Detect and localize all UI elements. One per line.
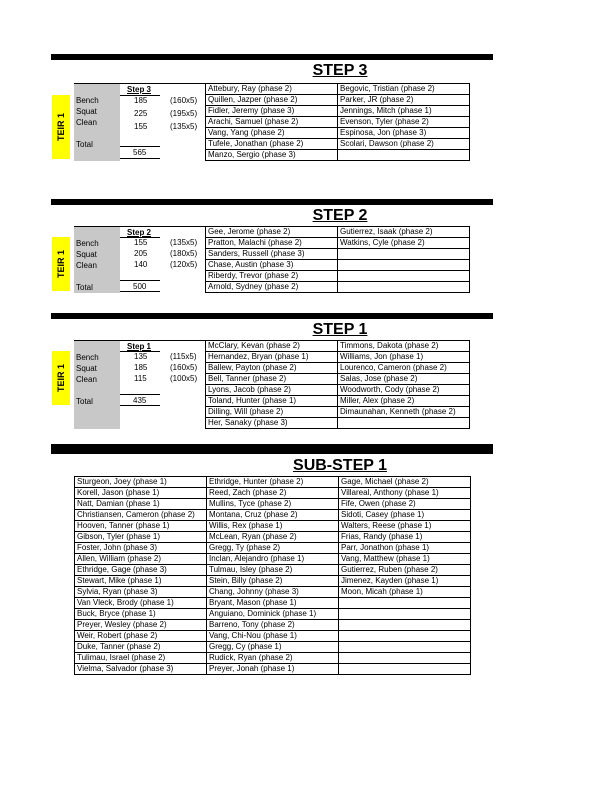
roster-cell: Timmons, Dakota (phase 2) — [338, 341, 470, 352]
bench-value: 155 — [134, 238, 148, 247]
roster-cell: Hooven, Tanner (phase 1) — [75, 521, 207, 532]
section-divider — [51, 54, 493, 60]
roster-cell: Pratton, Malachi (phase 2) — [206, 238, 338, 249]
roster-cell: Vang, Chi-Nou (phase 1) — [207, 631, 339, 642]
table-row — [206, 95, 470, 106]
roster-cell: Manzo, Sergio (phase 3) — [206, 150, 338, 161]
label-clean: Clean — [74, 117, 120, 128]
roster-cell: Jimenez, Kayden (phase 1) — [339, 576, 471, 587]
table-row — [75, 664, 471, 675]
bench-reps: (135x5) — [170, 238, 198, 247]
tier-badge — [52, 351, 70, 405]
label-bench: Bench — [74, 238, 120, 249]
tier-label: TEIR 1 — [56, 112, 67, 142]
roster-cell: Inclan, Alejandro (phase 1) — [207, 554, 339, 565]
roster-cell: Watkins, Cyle (phase 2) — [338, 238, 470, 249]
roster-cell — [339, 620, 471, 631]
table-row — [206, 238, 470, 249]
label-total: Total — [74, 282, 120, 293]
total-value: 435 — [133, 396, 147, 405]
roster-cell — [339, 598, 471, 609]
roster-cell: Ballew, Payton (phase 2) — [206, 363, 338, 374]
label-squat: Squat — [74, 363, 120, 374]
roster-cell — [339, 609, 471, 620]
roster-cell: Gibson, Tyler (phase 1) — [75, 532, 207, 543]
roster-cell — [339, 664, 471, 675]
table-row — [206, 84, 470, 95]
roster-cell: Arachi, Samuel (phase 2) — [206, 117, 338, 128]
roster-cell: Gutierrez, Isaak (phase 2) — [338, 227, 470, 238]
roster-cell — [339, 642, 471, 653]
roster-cell — [339, 631, 471, 642]
roster-cell: Woodworth, Cody (phase 2) — [338, 385, 470, 396]
step2-title: STEP 2 — [312, 207, 368, 224]
roster-cell: Walters, Reese (phase 1) — [339, 521, 471, 532]
roster-cell: Tufele, Jonathan (phase 2) — [206, 139, 338, 150]
roster-cell: Tulimau, Israel (phase 2) — [75, 653, 207, 664]
roster-cell: Miller, Alex (phase 2) — [338, 396, 470, 407]
roster-cell: Parr, Jonathon (phase 1) — [339, 543, 471, 554]
table-row — [75, 587, 471, 598]
table-row — [75, 653, 471, 664]
roster-cell: Korell, Jason (phase 1) — [75, 488, 207, 499]
roster-cell — [338, 418, 470, 429]
roster-cell: Rudick, Ryan (phase 2) — [207, 653, 339, 664]
table-row — [75, 642, 471, 653]
roster-cell: Natt, Damian (phase 1) — [75, 499, 207, 510]
lift-label-column — [74, 84, 120, 161]
roster-cell: Vang, Matthew (phase 1) — [339, 554, 471, 565]
table-row — [206, 352, 470, 363]
table-row — [75, 488, 471, 499]
substep1-roster-table — [74, 476, 471, 675]
label-total: Total — [74, 396, 120, 407]
roster-cell: Hernandez, Bryan (phase 1) — [206, 352, 338, 363]
roster-cell: Sanders, Russell (phase 3) — [206, 249, 338, 260]
squat-reps: (180x5) — [170, 249, 198, 258]
roster-cell: Arnold, Sydney (phase 2) — [206, 282, 338, 293]
tier-badge — [52, 95, 70, 159]
roster-cell: Ethridge, Hunter (phase 2) — [207, 477, 339, 488]
roster-cell: Begovic, Tristian (phase 2) — [338, 84, 470, 95]
table-row — [75, 598, 471, 609]
roster-cell: Sidoti, Casey (phase 1) — [339, 510, 471, 521]
roster-cell: Willis, Rex (phase 1) — [207, 521, 339, 532]
roster-cell: Gee, Jerome (phase 2) — [206, 227, 338, 238]
lift-label-column — [74, 341, 120, 429]
roster-cell: Jennings, Mitch (phase 1) — [338, 106, 470, 117]
roster-cell — [338, 271, 470, 282]
roster-cell: Barreno, Tony (phase 2) — [207, 620, 339, 631]
total-value: 500 — [133, 282, 147, 291]
squat-value: 225 — [134, 109, 148, 118]
roster-cell: Frias, Randy (phase 1) — [339, 532, 471, 543]
tier-label: TEIR 1 — [56, 363, 67, 393]
bench-value: 135 — [134, 352, 148, 361]
clean-value: 115 — [134, 374, 147, 383]
roster-cell: Fidler, Jeremy (phase 3) — [206, 106, 338, 117]
table-row — [75, 576, 471, 587]
roster-cell: Ethridge, Gage (phase 3) — [75, 565, 207, 576]
table-row — [206, 418, 470, 429]
roster-cell: Parker, JR (phase 2) — [338, 95, 470, 106]
tier-label: TEIR 1 — [56, 249, 67, 279]
roster-cell: Chang, Johnny (phase 3) — [207, 587, 339, 598]
table-row — [75, 532, 471, 543]
roster-cell: Foster, John (phase 3) — [75, 543, 207, 554]
section-divider — [51, 199, 493, 205]
label-clean: Clean — [74, 260, 120, 271]
roster-cell: Weir, Robert (phase 2) — [75, 631, 207, 642]
table-row — [206, 260, 470, 271]
table-row — [75, 543, 471, 554]
step-label: Step 2 — [127, 228, 152, 237]
roster-cell — [339, 653, 471, 664]
grid-line — [120, 158, 160, 159]
bench-value: 185 — [134, 96, 148, 105]
clean-reps: (135x5) — [170, 122, 198, 131]
table-row — [206, 128, 470, 139]
table-row — [75, 609, 471, 620]
table-row — [206, 374, 470, 385]
roster-cell: Stein, Billy (phase 2) — [207, 576, 339, 587]
step2-roster-table — [205, 226, 470, 293]
table-row — [75, 565, 471, 576]
roster-cell: Preyer, Wesley (phase 2) — [75, 620, 207, 631]
roster-cell: Chase, Austin (phase 3) — [206, 260, 338, 271]
label-bench: Bench — [74, 352, 120, 363]
roster-cell: Gregg, Ty (phase 2) — [207, 543, 339, 554]
table-row — [206, 385, 470, 396]
roster-cell: Evenson, Tyler (phase 2) — [338, 117, 470, 128]
roster-cell: Salas, Jose (phase 2) — [338, 374, 470, 385]
substep1-title: SUB-STEP 1 — [293, 457, 387, 474]
roster-cell: Quillen, Jazper (phase 2) — [206, 95, 338, 106]
roster-cell: Bryant, Mason (phase 1) — [207, 598, 339, 609]
squat-value: 185 — [134, 363, 148, 372]
roster-cell — [338, 260, 470, 271]
clean-reps: (100x5) — [170, 374, 198, 383]
bench-reps: (115x5) — [170, 352, 197, 361]
squat-value: 205 — [134, 249, 148, 258]
table-row — [75, 554, 471, 565]
roster-cell: Toland, Hunter (phase 1) — [206, 396, 338, 407]
roster-cell: Montana, Cruz (phase 2) — [207, 510, 339, 521]
roster-cell: Moon, Micah (phase 1) — [339, 587, 471, 598]
roster-cell: Sturgeon, Joey (phase 1) — [75, 477, 207, 488]
roster-cell: Mullins, Tyce (phase 2) — [207, 499, 339, 510]
table-row — [206, 249, 470, 260]
roster-cell: Villareal, Anthony (phase 1) — [339, 488, 471, 499]
label-squat: Squat — [74, 106, 120, 117]
table-row — [206, 271, 470, 282]
roster-cell: Lourenco, Cameron (phase 2) — [338, 363, 470, 374]
table-row — [75, 631, 471, 642]
roster-cell: Riberdy, Trevor (phase 2) — [206, 271, 338, 282]
roster-cell: Allen, William (phase 2) — [75, 554, 207, 565]
roster-cell: Williams, Jon (phase 1) — [338, 352, 470, 363]
roster-cell: Reed, Zach (phase 2) — [207, 488, 339, 499]
clean-value: 155 — [134, 122, 148, 131]
table-row — [75, 521, 471, 532]
lift-label-column — [74, 227, 120, 293]
step-label: Step 1 — [127, 342, 152, 351]
roster-cell: Anguiano, Dominick (phase 1) — [207, 609, 339, 620]
tier-badge — [52, 237, 70, 291]
total-value: 565 — [133, 148, 147, 157]
roster-cell: Van Vleck, Brody (phase 1) — [75, 598, 207, 609]
roster-cell: Espinosa, Jon (phase 3) — [338, 128, 470, 139]
roster-cell: Her, Sanaky (phase 3) — [206, 418, 338, 429]
roster-cell: Fife, Owen (phase 2) — [339, 499, 471, 510]
roster-cell — [338, 150, 470, 161]
grid-line — [120, 291, 160, 292]
label-total: Total — [74, 139, 120, 150]
table-row — [75, 477, 471, 488]
roster-cell: Lyons, Jacob (phase 2) — [206, 385, 338, 396]
table-row — [206, 117, 470, 128]
roster-cell — [338, 282, 470, 293]
table-row — [75, 620, 471, 631]
roster-cell: Dimaunahan, Kenneth (phase 2) — [338, 407, 470, 418]
bench-reps: (160x5) — [170, 96, 198, 105]
squat-reps: (160x5) — [170, 363, 198, 372]
table-row — [206, 407, 470, 418]
roster-cell: Attebury, Ray (phase 2) — [206, 84, 338, 95]
table-row — [75, 499, 471, 510]
roster-cell: Vielma, Salvador (phase 3) — [75, 664, 207, 675]
squat-reps: (195x5) — [170, 109, 198, 118]
roster-cell: Gutierrez, Ruben (phase 2) — [339, 565, 471, 576]
table-row — [206, 139, 470, 150]
table-row — [206, 227, 470, 238]
roster-cell: Duke, Tanner (phase 2) — [75, 642, 207, 653]
step1-title: STEP 1 — [312, 321, 368, 338]
roster-cell: Tulmau, Isley (phase 2) — [207, 565, 339, 576]
table-row — [75, 510, 471, 521]
roster-cell: Bell, Tanner (phase 2) — [206, 374, 338, 385]
roster-cell: Dilling, Will (phase 2) — [206, 407, 338, 418]
roster-cell: Gregg, Cy (phase 1) — [207, 642, 339, 653]
table-row — [206, 363, 470, 374]
grid-line — [120, 405, 160, 406]
table-row — [206, 150, 470, 161]
roster-cell: McClary, Kevan (phase 2) — [206, 341, 338, 352]
table-row — [206, 396, 470, 407]
roster-cell: Vang, Yang (phase 2) — [206, 128, 338, 139]
roster-cell: McLean, Ryan (phase 2) — [207, 532, 339, 543]
roster-cell — [338, 249, 470, 260]
label-bench: Bench — [74, 95, 120, 106]
label-squat: Squat — [74, 249, 120, 260]
clean-value: 140 — [134, 260, 148, 269]
roster-cell: Christiansen, Cameron (phase 2) — [75, 510, 207, 521]
section-divider — [51, 444, 493, 454]
roster-cell: Preyer, Jonah (phase 1) — [207, 664, 339, 675]
label-clean: Clean — [74, 374, 120, 385]
roster-cell: Scolari, Dawson (phase 2) — [338, 139, 470, 150]
step3-title: STEP 3 — [312, 62, 368, 79]
table-row — [206, 106, 470, 117]
roster-cell: Stewart, Mike (phase 1) — [75, 576, 207, 587]
step1-roster-table — [205, 340, 470, 429]
step-label: Step 3 — [127, 85, 152, 94]
section-divider — [51, 313, 493, 319]
table-row — [206, 341, 470, 352]
step3-roster-table — [205, 83, 470, 161]
roster-cell: Gage, Michael (phase 2) — [339, 477, 471, 488]
roster-cell: Buck, Bryce (phase 1) — [75, 609, 207, 620]
clean-reps: (120x5) — [170, 260, 198, 269]
roster-cell: Sylvia, Ryan (phase 3) — [75, 587, 207, 598]
table-row — [206, 282, 470, 293]
